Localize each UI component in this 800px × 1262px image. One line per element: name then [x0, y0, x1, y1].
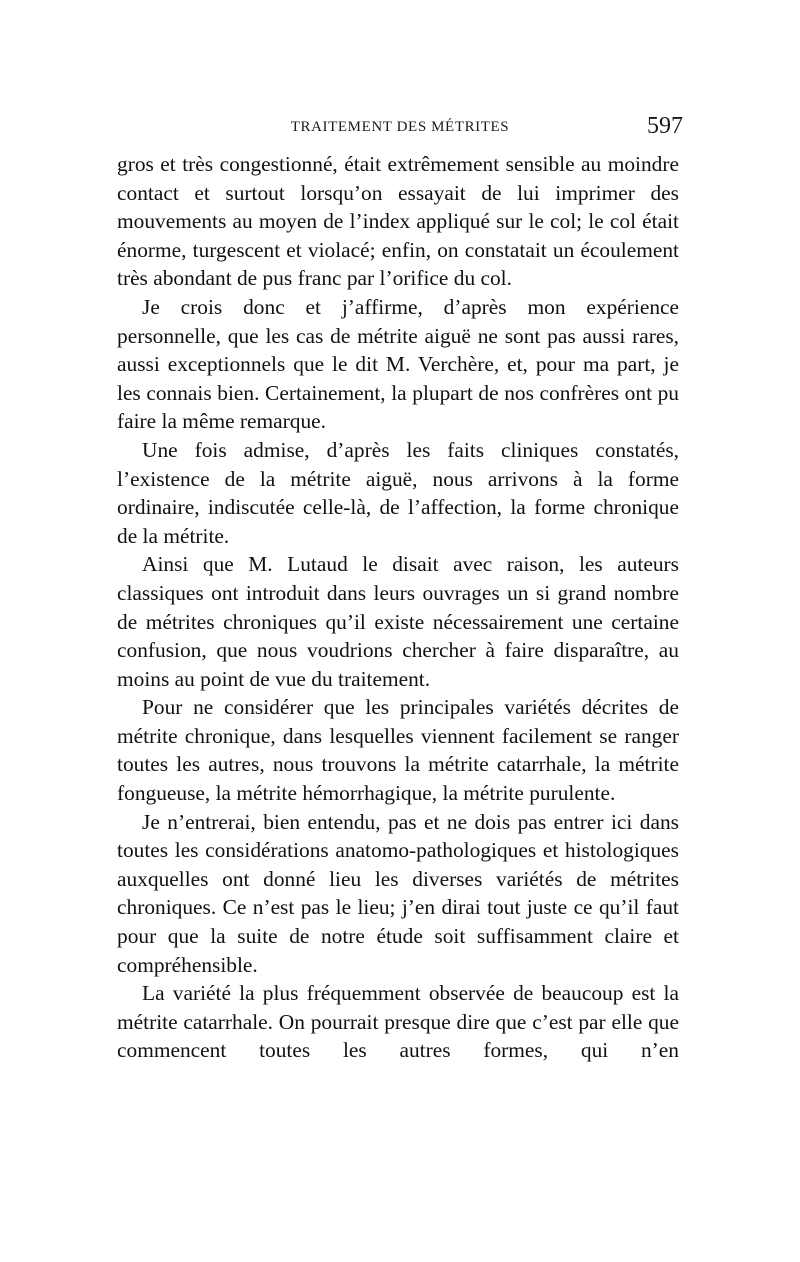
paragraph-continued: gros et très congestionné, était extrêmement sensible au moindre contact et surtout lorsqu’on essayait de lui imprimer des mouvements au moyen de l’index appliqué sur le col; le col était énorme, turgescent et violacé; enfin, on constatait un écoulement très abondant de pus franc par l’orifice du col. [117, 152, 679, 291]
running-head [117, 113, 683, 143]
paragraph: Je n’entrerai, bien entendu, pas et ne dois pas entrer ici dans toutes les considérations anatomo-pathologiques et histologiques auxquelles ont donné lieu les diverses variétés de métrites chroniques. Ce n’est pas le lieu; j’en dirai tout juste ce qu’il faut pour que la suite de notre étude soit suffisamment claire et compréhensible. [117, 809, 679, 977]
body-text [117, 150, 679, 1065]
page-number: 597 [647, 113, 683, 139]
running-title: TRAITEMENT DES MÉTRITES [290, 119, 510, 135]
paragraph: Ainsi que M. Lutaud le disait avec raison, les auteurs classiques ont introduit dans leurs ouvrages un si grand nombre de métrites chroniques qu’il existe nécessairement une certaine confusion, que nous voudrions chercher à faire disparaître, au moins au point de vue du traitement. [117, 552, 679, 691]
paragraph: Je crois donc et j’affirme, d’après mon expérience personnelle, que les cas de métrite aiguë ne sont pas aussi rares, aussi exceptionnels que le dit M. Verchère, et, pour ma part, je les connais bien. Certainement, la plupart de nos confrères ont pu faire la même remarque. [117, 294, 679, 434]
paragraph: Une fois admise, d’après les faits cliniques constatés, l’existence de la métrite aiguë, nous arrivons à la forme ordinaire, indiscutée celle-là, de l’affection, la forme chronique de la métrite. [117, 437, 679, 548]
paragraph: Pour ne considérer que les principales variétés décrites de métrite chronique, dans lesquelles viennent facilement se ranger toutes les autres, nous trouvons la métrite catarrhale, la métrite fongueuse, la métrite hémorrhagique, la métrite purulente. [117, 695, 679, 806]
paragraph-runs-over: La variété la plus fréquemment observée de beaucoup est la métrite catarrhale. On pourrait presque dire que c’est par elle que commencent toutes les autres formes, qui n’en [117, 981, 679, 1063]
